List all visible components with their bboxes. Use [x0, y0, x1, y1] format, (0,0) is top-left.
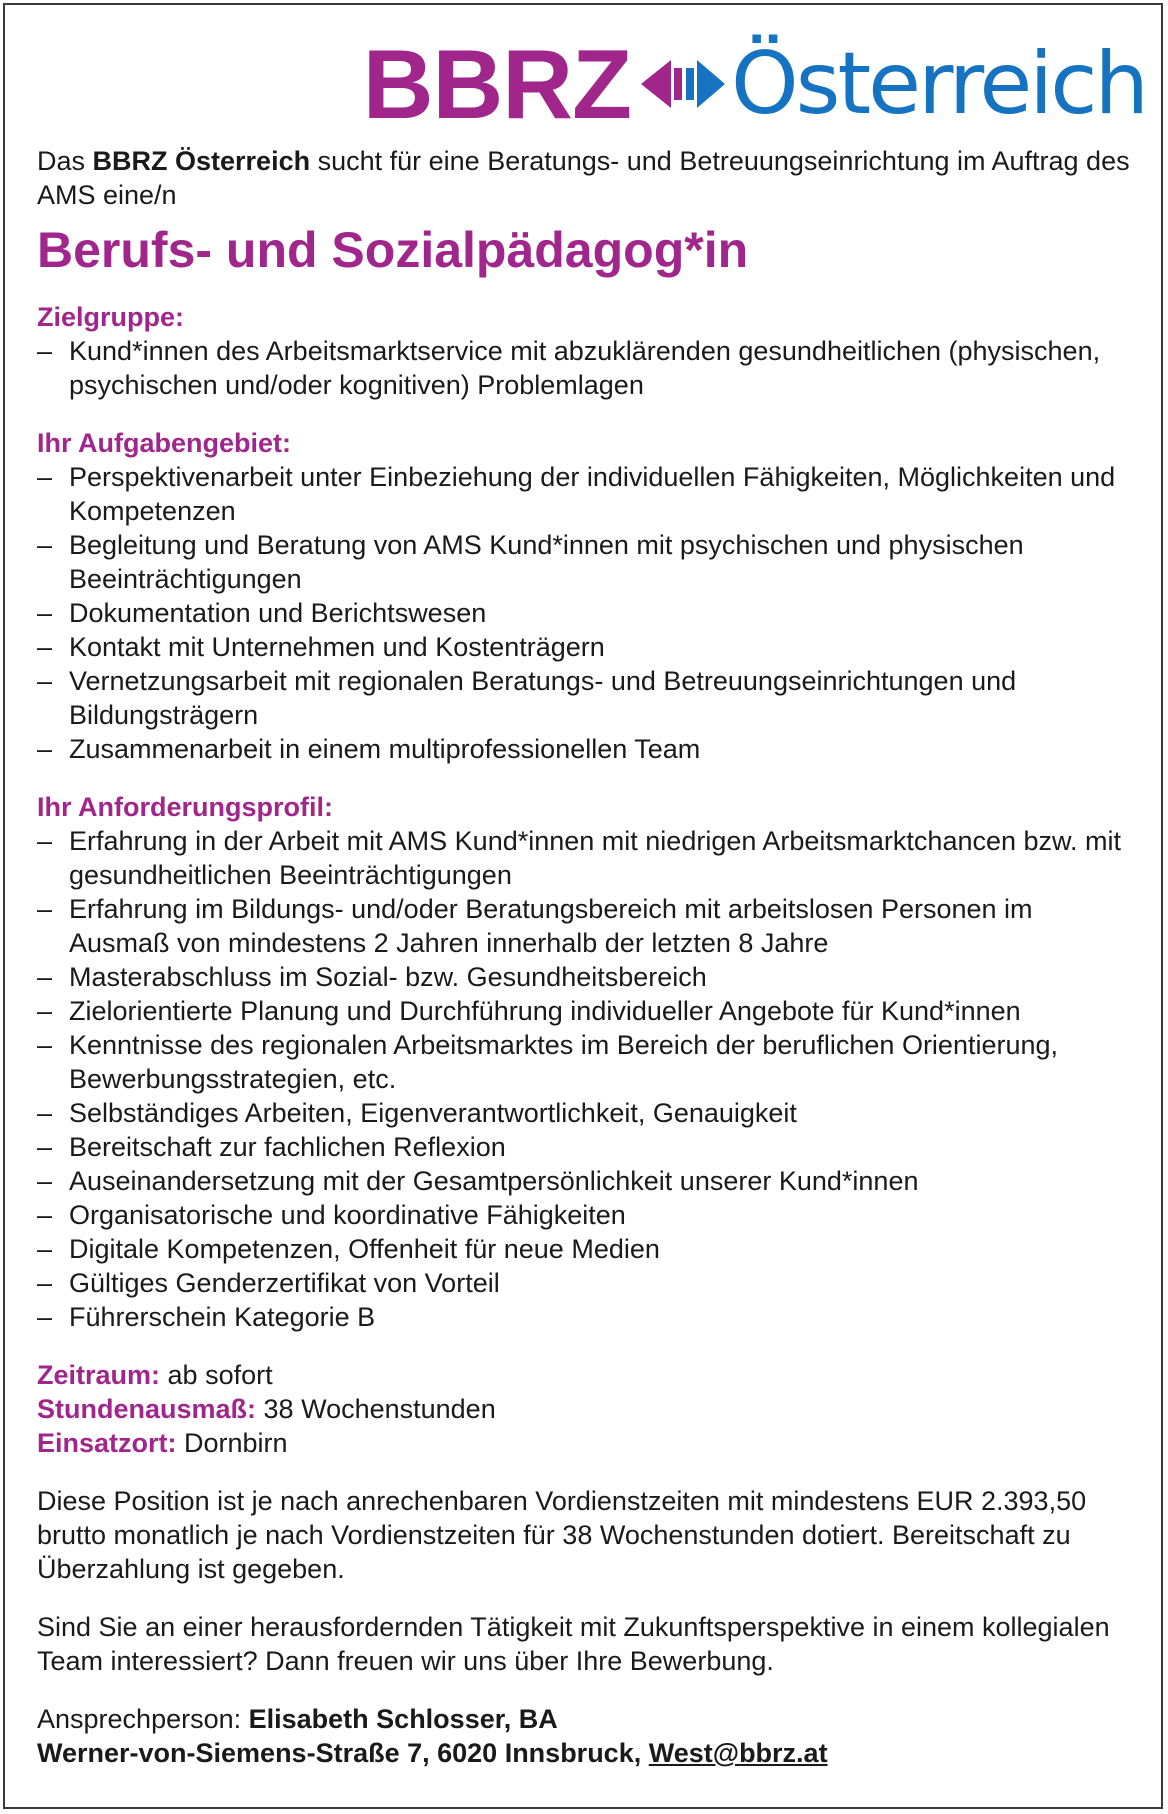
stunden-row	[37, 1392, 1137, 1426]
list-item: – Gültiges Genderzertifikat von Vorteil	[37, 1266, 1137, 1300]
zielgruppe-list	[37, 334, 1137, 402]
closing-text: Sind Sie an einer herausfordernden Tätigkeit mit Zukunftsperspektive in einem kollegialen Team interessiert? Dann freuen wir uns über Ihre Bewerbung.	[37, 1612, 1110, 1676]
contact-address	[37, 1736, 1137, 1770]
ort-row	[37, 1426, 1137, 1460]
list-item: – Perspektivenarbeit unter Einbeziehung der individuellen Fähigkeiten, Möglichkeiten und Kompetenzen	[37, 460, 1137, 528]
bbrz-logo	[362, 29, 1146, 139]
anforderungen-list	[37, 824, 1137, 1334]
list-item: – Digitale Kompetenzen, Offenheit für neue Medien	[37, 1232, 1137, 1266]
zeitraum-label: Zeitraum:	[37, 1360, 161, 1390]
contact-person	[37, 1702, 1137, 1736]
aufgaben-heading: Ihr Aufgabengebiet:	[37, 428, 291, 458]
contact-email-link[interactable]: West@bbrz.at	[648, 1738, 828, 1768]
list-item: – Führerschein Kategorie B	[37, 1300, 1137, 1334]
zielgruppe-heading: Zielgruppe:	[37, 302, 184, 332]
anforderungen-section	[37, 790, 1137, 1334]
logo-arrows-icon	[641, 56, 725, 112]
list-item: – Vernetzungsarbeit mit regionalen Beratungs- und Betreuungseinrichtungen und Bildungsträgern	[37, 664, 1137, 732]
zeitraum-row	[37, 1358, 1137, 1392]
salary-text: Diese Position ist je nach anrechenbaren Vordienstzeiten mit mindestens EUR 2.393,50 brutto monatlich je nach Vordienstzeiten für 38 Wochenstunden dotiert. Bereitschaft zu Überzahlung ist gegeben.	[37, 1486, 1087, 1584]
list-item: – Erfahrung im Bildungs- und/oder Beratungsbereich mit arbeitslosen Personen im Ausmaß von mindestens 2 Jahren innerhalb der letzten 8 Jahre	[37, 892, 1137, 960]
zeitraum-value: ab sofort	[160, 1360, 273, 1390]
intro-text	[37, 144, 1137, 212]
list-item: – Masterabschluss im Sozial- bzw. Gesundheitsbereich	[37, 960, 1137, 994]
list-item: – Kund*innen des Arbeitsmarktservice mit abzuklärenden gesundheitlichen (physischen, psychischen und/oder kognitiven) Problemlagen	[37, 334, 1137, 402]
list-item: – Begleitung und Beratung von AMS Kund*innen mit psychischen und physischen Beeinträchtigungen	[37, 528, 1137, 596]
list-item: – Dokumentation und Berichtswesen	[37, 596, 1137, 630]
stunden-value: 38 Wochenstunden	[256, 1394, 496, 1424]
list-item: – Auseinandersetzung mit der Gesamtpersönlichkeit unserer Kund*innen	[37, 1164, 1137, 1198]
aufgaben-section	[37, 426, 1137, 766]
intro-org: BBRZ Österreich	[92, 146, 311, 176]
list-item: – Organisatorische und koordinative Fähigkeiten	[37, 1198, 1137, 1232]
ort-value: Dornbirn	[176, 1428, 288, 1458]
aufgaben-list	[37, 460, 1137, 766]
list-item: – Bereitschaft zur fachlichen Reflexion	[37, 1130, 1137, 1164]
list-item: – Kontakt mit Unternehmen und Kostenträgern	[37, 630, 1137, 664]
contact-block	[37, 1702, 1137, 1770]
list-item: – Zusammenarbeit in einem multiprofessionellen Team	[37, 732, 1137, 766]
list-item: – Kenntnisse des regionalen Arbeitsmarktes im Bereich der beruflichen Orientierung, Bewerbungsstrategien, etc.	[37, 1028, 1137, 1096]
contact-label: Ansprechperson:	[37, 1704, 249, 1734]
list-item: – Selbständiges Arbeiten, Eigenverantwortlichkeit, Genauigkeit	[37, 1096, 1137, 1130]
ad-content	[37, 144, 1137, 1770]
intro-rest: sucht für eine Beratungs- und Betreuungseinrichtung im Auftrag des AMS eine/n	[37, 146, 1130, 210]
list-item: – Erfahrung in der Arbeit mit AMS Kund*innen mit niedrigen Arbeitsmarktchancen bzw. mit gesundheitlichen Beeinträchtigungen	[37, 824, 1137, 892]
intro-prefix: Das	[37, 146, 93, 176]
list-item: – Zielorientierte Planung und Durchführung individueller Angebote für Kund*innen	[37, 994, 1137, 1028]
logo-bbrz-text: BBRZ	[362, 29, 631, 139]
ort-label: Einsatzort:	[37, 1428, 177, 1458]
stunden-label: Stundenausmaß:	[37, 1394, 257, 1424]
contact-name: Elisabeth Schlosser, BA	[248, 1704, 558, 1734]
job-title: Berufs- und Sozialpädagog*in	[37, 222, 749, 278]
contact-address-text: Werner-von-Siemens-Straße 7, 6020 Innsbruck,	[37, 1738, 649, 1768]
zielgruppe-section	[37, 300, 1137, 402]
anforderungen-heading: Ihr Anforderungsprofil:	[37, 792, 333, 822]
logo-oesterreich-text: Österreich	[730, 34, 1146, 134]
job-details	[37, 1358, 1137, 1460]
